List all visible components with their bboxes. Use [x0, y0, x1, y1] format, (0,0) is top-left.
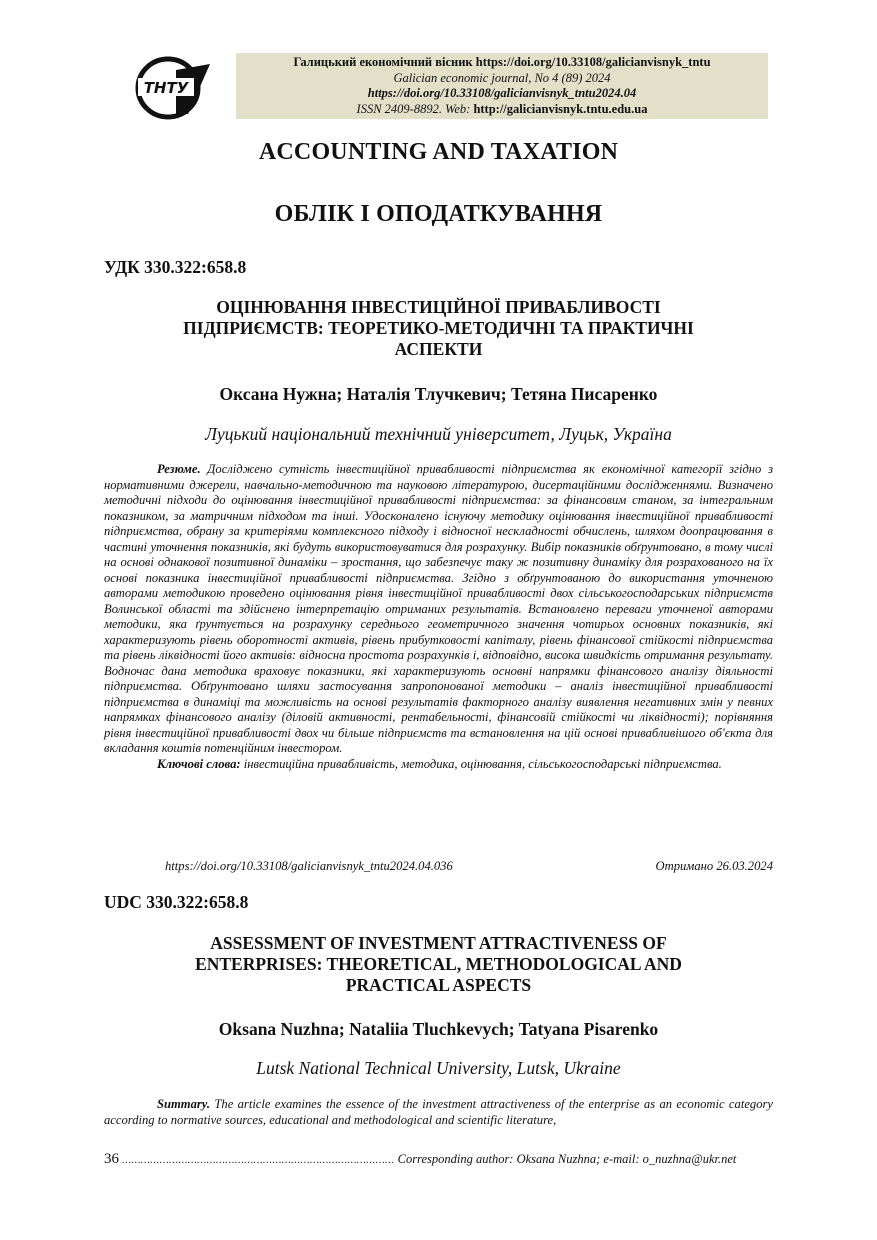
title-line: PRACTICAL ASPECTS	[345, 975, 532, 995]
title-line: ПІДПРИЄМСТВ: ТЕОРЕТИКО-МЕТОДИЧНІ ТА ПРАКТИЧНІ	[183, 318, 694, 338]
article-title-en	[110, 933, 767, 996]
journal-issn-line	[236, 102, 768, 118]
logo-text: ТНТУ	[143, 79, 189, 97]
udc-en: UDC 330.322:658.8	[104, 892, 249, 912]
affiliation-en: Lutsk National Technical University, Lutsk, Ukraine	[256, 1058, 621, 1078]
university-logo	[132, 50, 212, 122]
journal-doi-line: https://doi.org/10.33108/galicianvisnyk_tntu2024.04	[367, 86, 637, 100]
section-title-en: ACCOUNTING AND TAXATION	[258, 139, 619, 165]
title-line: ОЦІНЮВАННЯ ІНВЕСТИЦІЙНОЇ ПРИВАБЛИВОСТІ	[216, 297, 661, 317]
summary-label: Summary.	[157, 1097, 211, 1111]
keywords-uk	[104, 757, 773, 773]
udc-uk: УДК 330.322:658.8	[104, 257, 247, 277]
issn-label: ISSN 2409-8892. Web:	[356, 101, 471, 116]
keywords-label: Ключові слова:	[157, 756, 241, 771]
authors-uk: Оксана Нужна; Наталія Тлучкевич; Тетяна Писаренко	[219, 384, 658, 404]
section-title-uk: ОБЛІК І ОПОДАТКУВАННЯ	[274, 201, 603, 227]
page-footer	[104, 1151, 773, 1168]
page-number: 36	[104, 1151, 119, 1167]
journal-title-line: Галицький економічний вісник https://doi.org/10.33108/galicianvisnyk_tntu	[293, 55, 711, 69]
received-date: Отримано 26.03.2024	[655, 859, 773, 873]
title-line: АСПЕКТИ	[394, 339, 483, 359]
affiliation-uk: Луцький національний технічний університет, Луцьк, Україна	[205, 424, 672, 444]
journal-web-link[interactable]: http://galicianvisnyk.tntu.edu.ua	[473, 101, 648, 116]
title-line: ENTERPRISES: THEORETICAL, METHODOLOGICAL AND	[195, 954, 682, 974]
abstract-text: Досліджено сутність інвестиційної привабливості підприємства як економічної категорії згідно з нормативними джерели, навчально-методичною та науковою літературою, дисертаційними дослідженнями. Визначено методичні підходи до оцінювання інвестиційної привабливості підприємства: за фінансовим станом, за інтегральним показником, за матричним підходом та інші. Удосконалено існуючу методику оцінювання інвестиційної привабливості підприємства, обрану за критеріями комплексного підходу і відносної нескладності обчислень, шляхом доопрацювання в частині уточнення показників, які будуть використовуватися для розрахунку. Вибір показників обґрунтовано, в тому числі на основі однакової позитивної динаміки – зростання, що забезпечує таку ж позитивну динаміку для розрахованого на їх основі показника інвестиційної привабливості підприємства. Згідно з обґрунтованою до використання уточненою авторами методикою проведено оцінювання рівня інвестиційної привабливості двох сільськогосподарських підприємств Волинської області та здійснено інтерпретацію отриманих результатів. Встановлено переваги уточненої авторами методики, яка ґрунтується на розрахунку середнього геометричного значення чотирьох основних показників, які характеризують рівень оборотності активів, рівень прибутковості капіталу, рівень фінансової стійкості підприємства та рівень ліквідності його активів: відносна простота розрахунків і, відповідно, висока швидкість отримання результату. Водночас дана методика враховує показники, які характеризують основні напрямки фінансового аналізу діяльності підприємства. Обґрунтовано шляхи застосування запропонованої методики – аналіз інвестиційної привабливості підприємства в динаміці та можливість на основі результатів факторного аналізу виявлення негативних змін у певних напрямках фінансового аналізу (діловій активності, рентабельності, фінансовій стійкості чи ліквідності); порівняння рівня інвестиційної привабливості двох чи більше підприємств та встановлення на цій основі привабливішого об'єкта для вкладання коштів потенційним інвестором.	[104, 462, 773, 755]
keywords-text: інвестиційна привабливість, методика, оцінювання, сільськогосподарські підприємства.	[243, 756, 722, 771]
article-title-uk	[120, 297, 757, 360]
journal-header	[236, 53, 768, 119]
title-line: ASSESSMENT OF INVESTMENT ATTRACTIVENESS OF	[210, 933, 667, 953]
corresponding-author: Corresponding author: Oksana Nuzhna; e-mail: o_nuzhna@ukr.net	[397, 1152, 737, 1166]
doi-received-row	[165, 859, 773, 874]
abstract-label: Резюме.	[157, 462, 201, 476]
abstract-uk	[104, 462, 773, 772]
article-doi-link[interactable]: https://doi.org/10.33108/galicianvisnyk_tntu2024.04.036	[165, 859, 453, 873]
journal-issue-line: Galician economic journal, No 4 (89) 2024	[393, 70, 611, 85]
authors-en: Oksana Nuzhna; Nataliia Tluchkevych; Tatyana Pisarenko	[218, 1019, 659, 1039]
summary-en	[104, 1097, 773, 1128]
summary-text: The article examines the essence of the investment attractiveness of the enterprise as an economic category according to normative sources, educational and methodological and scientific literature,	[104, 1097, 773, 1127]
footer-dots: ……………………………………………………………………………	[122, 1155, 395, 1166]
